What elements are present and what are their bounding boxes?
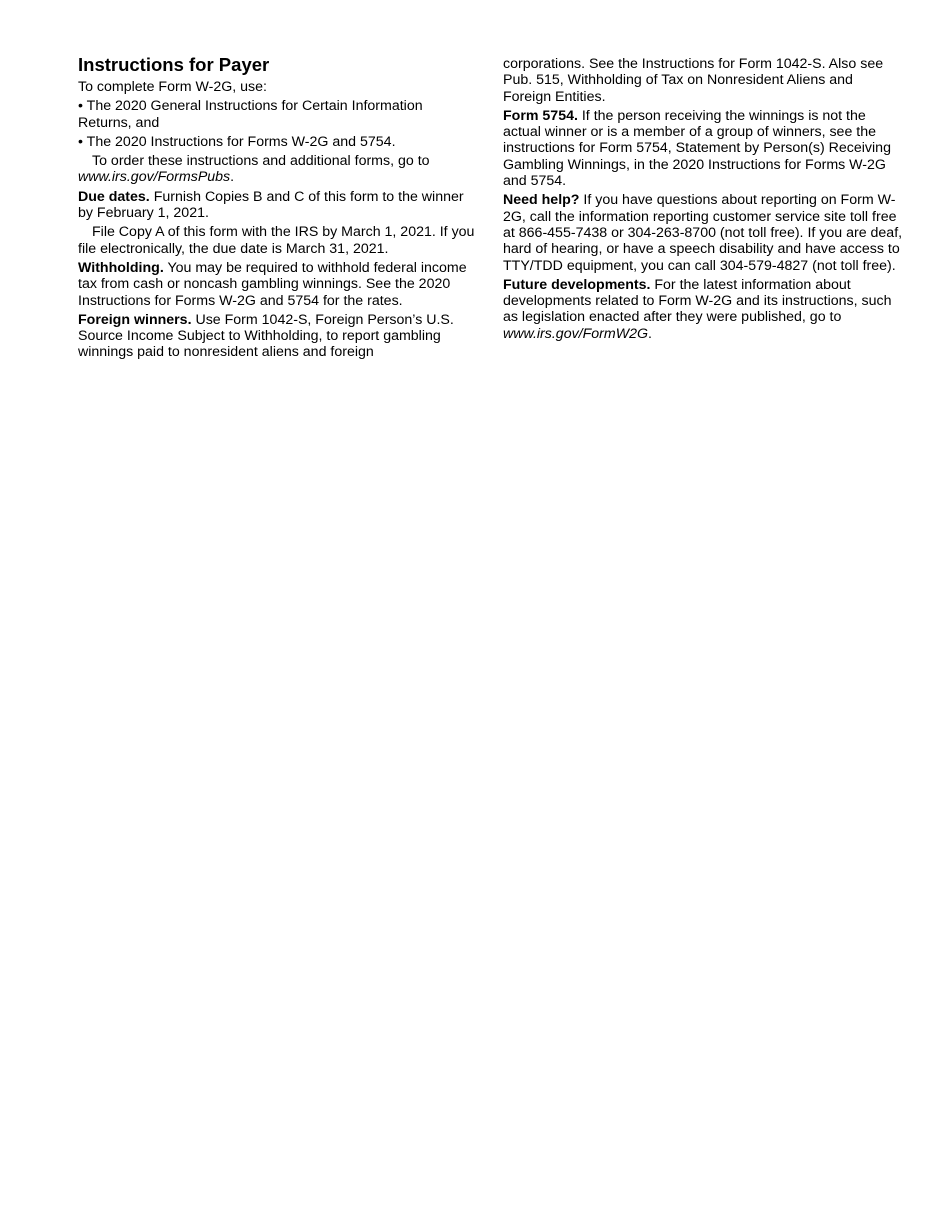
forms-pubs-link[interactable]: www.irs.gov/FormsPubs xyxy=(78,169,231,186)
future-developments-paragraph xyxy=(503,277,903,342)
bullet-form-instructions: • The 2020 Instructions for Forms W-2G and 5754. xyxy=(78,133,396,150)
foreign-winners-text: Use Form 1042-S, Foreign Person’s U.S. Source Income Subject to Withholding, to report gambling winnings paid to nonresident aliens and foreign xyxy=(78,311,454,361)
bullet-general-instructions: • The 2020 General Instructions for Certain Information Returns, and xyxy=(78,98,423,131)
withholding-paragraph xyxy=(78,260,476,309)
foreign-winners-lead: Foreign winners. xyxy=(78,311,192,328)
form5754-paragraph xyxy=(503,108,903,189)
intro-paragraph: To complete Form W-2G, use: xyxy=(78,79,267,95)
need-help-paragraph xyxy=(503,192,903,273)
future-developments-lead: Future developments. xyxy=(503,276,651,293)
left-column xyxy=(78,54,476,364)
due-dates-paragraph xyxy=(78,189,476,222)
file-copy-paragraph: File Copy A of this form with the IRS by March 1, 2021. If you file electronically, the due date is March 31, 2021. xyxy=(78,224,475,257)
due-dates-lead: Due dates. xyxy=(78,188,150,205)
future-developments-text: For the latest information about developments related to Form W-2G and its instructions, such as legislation enacted after they were published, go to xyxy=(503,276,892,326)
form5754-text: If the person receiving the winnings is not the actual winner or is a member of a group of winners, see the instructions for Form 5754, Statement by Person(s) Receiving Gambling Winnings, in the 2020 Instructions for Forms W-2G and 5754. xyxy=(503,107,891,190)
order-text: To order these instructions and additional forms, go to xyxy=(92,153,430,170)
form-w2g-link[interactable]: www.irs.gov/FormW2G xyxy=(503,325,649,342)
section-heading: Instructions for Payer xyxy=(78,54,270,75)
continued-paragraph: corporations. See the Instructions for Form 1042-S. Also see Pub. 515, Withholding of Tax on Nonresident Aliens and Foreign Entities. xyxy=(503,56,884,105)
form5754-lead: Form 5754. xyxy=(503,107,578,124)
right-column xyxy=(503,56,903,345)
future-period: . xyxy=(648,325,652,342)
order-period: . xyxy=(230,169,235,186)
need-help-text: If you have questions about reporting on Form W-2G, call the information reporting customer service site toll free at 866-455-7438 or 304-263-8700 (not toll free). If you are deaf, hard of hearing, or have a speech disability and have access to TTY/TDD equipment, you can call 304-579-4827 (not toll free). xyxy=(503,192,903,274)
foreign-winners-paragraph xyxy=(78,312,476,361)
order-paragraph xyxy=(78,153,476,186)
withholding-text: You may be required to withhold federal income tax from cash or noncash gambling winnings. See the 2020 Instructions for Forms W-2G and 5754 for the rates. xyxy=(78,259,467,309)
due-dates-text: Furnish Copies B and C of this form to the winner by February 1, 2021. xyxy=(78,188,464,222)
withholding-lead: Withholding. xyxy=(78,259,164,276)
need-help-lead: Need help? xyxy=(503,192,580,209)
